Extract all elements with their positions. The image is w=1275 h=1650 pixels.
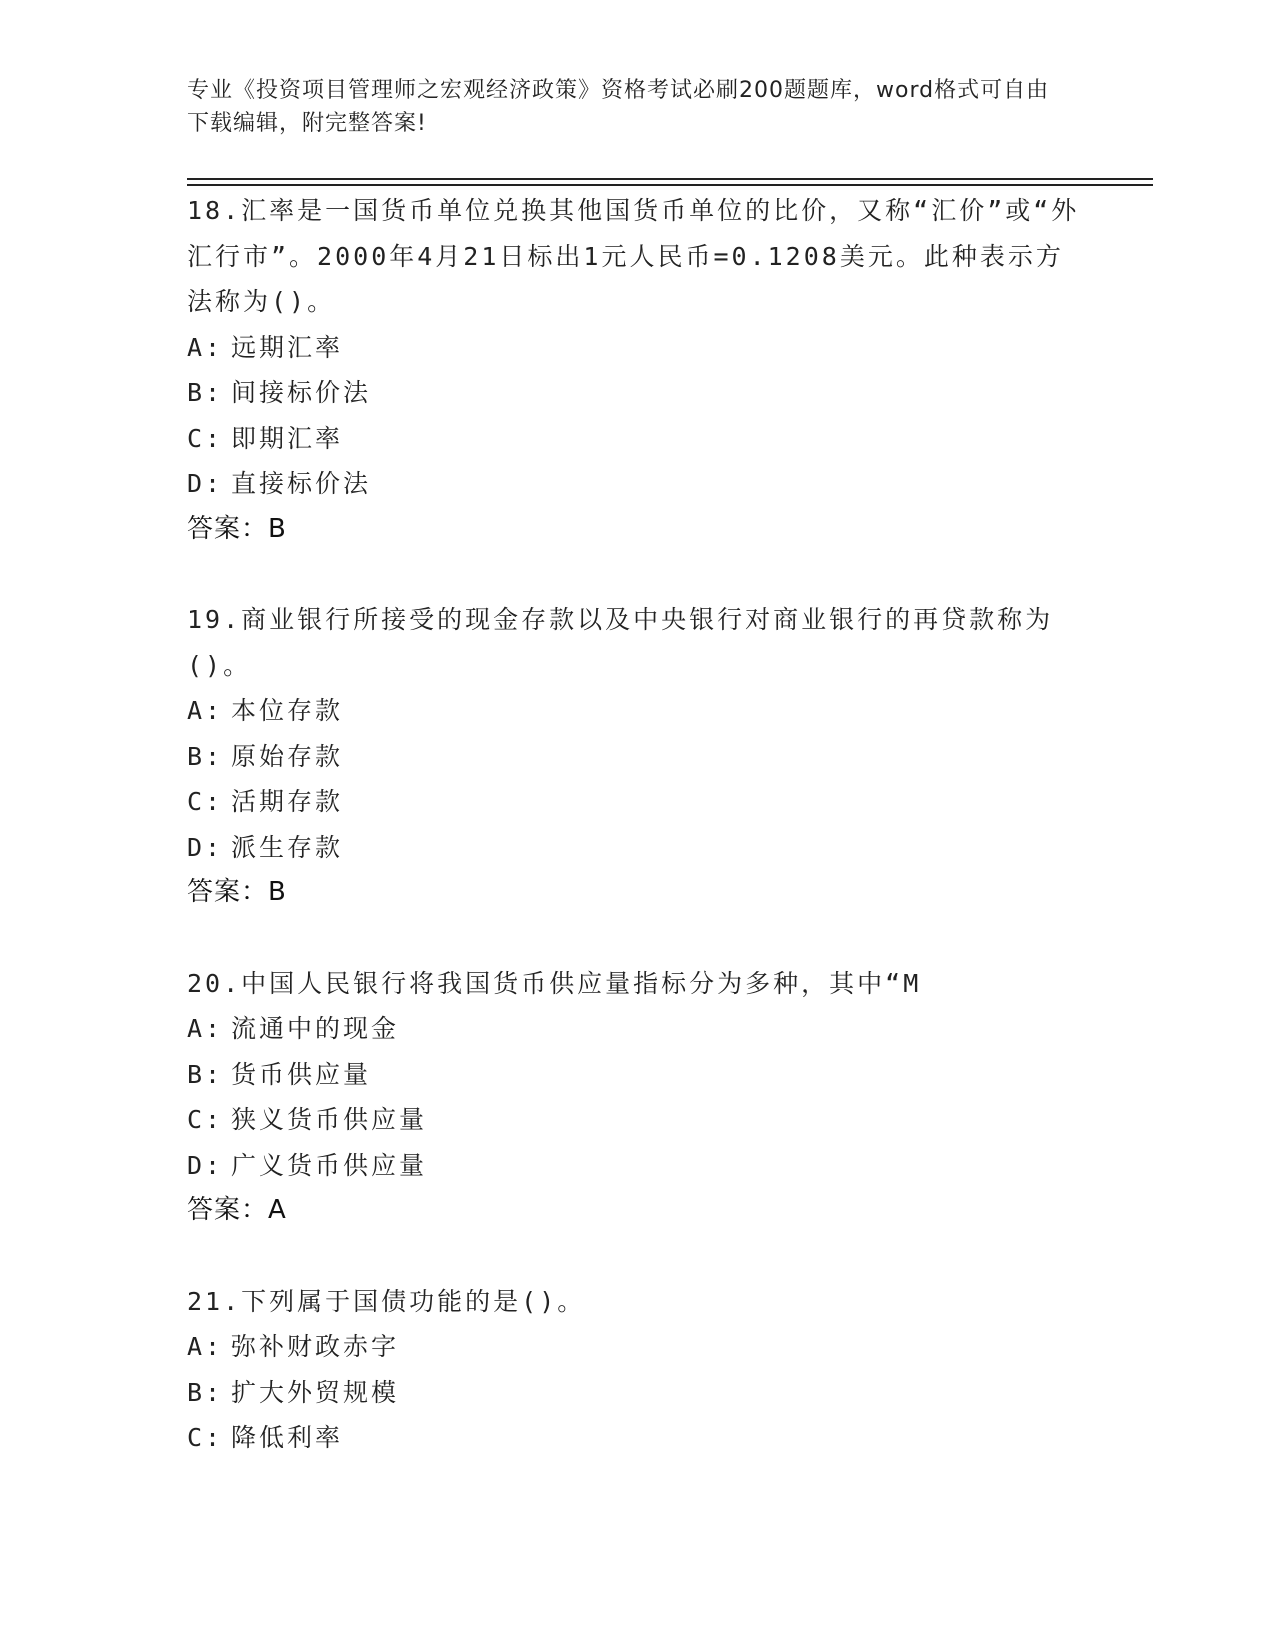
- question-item: [187, 1279, 1087, 1461]
- option-a: [187, 1006, 1087, 1052]
- option-text: 货币供应量: [231, 1059, 372, 1089]
- option-c: [187, 416, 1087, 462]
- header-divider-bottom: [187, 184, 1153, 186]
- option-text: 广义货币供应量: [231, 1150, 428, 1180]
- option-letter: C:: [187, 787, 224, 816]
- option-b: [187, 1370, 1087, 1416]
- option-letter: B:: [187, 741, 224, 771]
- option-text: 本位存款: [231, 696, 344, 725]
- option-letter: B:: [187, 1059, 224, 1089]
- option-letter: A:: [187, 1014, 224, 1043]
- option-d: [187, 1143, 1087, 1189]
- question-item: [187, 188, 1087, 552]
- option-c: [187, 1097, 1087, 1143]
- option-text: 扩大外贸规模: [231, 1377, 400, 1407]
- option-letter: C:: [187, 1105, 224, 1134]
- option-text: 即期汇率: [231, 423, 344, 453]
- answer-line: 答案：B: [187, 877, 287, 907]
- option-letter: A:: [187, 332, 224, 362]
- option-b: [187, 1052, 1087, 1098]
- question-item: [187, 961, 1087, 1234]
- question-text: 18.汇率是一国货币单位兑换其他国货币单位的比价，又称“汇价”或“外汇行市”。2000年4月21日标出1元人民币=0.1208美元。此种表示方法称为()。: [187, 196, 1080, 316]
- option-letter: C:: [187, 423, 224, 453]
- option-letter: A:: [187, 1332, 224, 1361]
- option-text: 间接标价法: [231, 378, 372, 407]
- option-d: [187, 825, 1087, 871]
- option-text: 原始存款: [231, 741, 344, 771]
- option-letter: B:: [187, 1377, 224, 1407]
- option-text: 直接标价法: [231, 469, 372, 498]
- option-letter: B:: [187, 378, 224, 407]
- question-item: [187, 597, 1087, 916]
- option-text: 流通中的现金: [231, 1014, 400, 1043]
- document-header: 专业《投资项目管理师之宏观经济政策》资格考试必刷200题题库，word格式可自由下载编辑，附完整答案!: [187, 78, 1050, 136]
- option-a: [187, 688, 1087, 734]
- option-text: 远期汇率: [231, 332, 344, 362]
- option-letter: D:: [187, 469, 224, 498]
- option-b: [187, 370, 1087, 416]
- question-text: 20.中国人民银行将我国货币供应量指标分为多种，其中“M: [187, 968, 922, 998]
- option-a: [187, 325, 1087, 371]
- question-text: 19.商业银行所接受的现金存款以及中央银行对商业银行的再贷款称为()。: [187, 605, 1054, 680]
- option-text: 降低利率: [231, 1423, 344, 1452]
- option-c: [187, 1415, 1087, 1461]
- answer-line: 答案：A: [187, 1195, 287, 1225]
- option-b: [187, 734, 1087, 780]
- answer-line: 答案：B: [187, 513, 287, 544]
- option-letter: D:: [187, 1150, 224, 1180]
- option-letter: C:: [187, 1423, 224, 1452]
- option-letter: A:: [187, 696, 224, 725]
- option-c: [187, 779, 1087, 825]
- question-list: [187, 188, 1087, 1461]
- option-text: 活期存款: [231, 787, 344, 816]
- option-d: [187, 461, 1087, 507]
- option-letter: D:: [187, 832, 224, 862]
- option-text: 派生存款: [231, 832, 344, 862]
- option-text: 狭义货币供应量: [231, 1105, 428, 1134]
- option-a: [187, 1324, 1087, 1370]
- question-text: 21.下列属于国债功能的是()。: [187, 1286, 586, 1316]
- header-divider-top: [187, 178, 1153, 180]
- option-text: 弥补财政赤字: [231, 1332, 400, 1361]
